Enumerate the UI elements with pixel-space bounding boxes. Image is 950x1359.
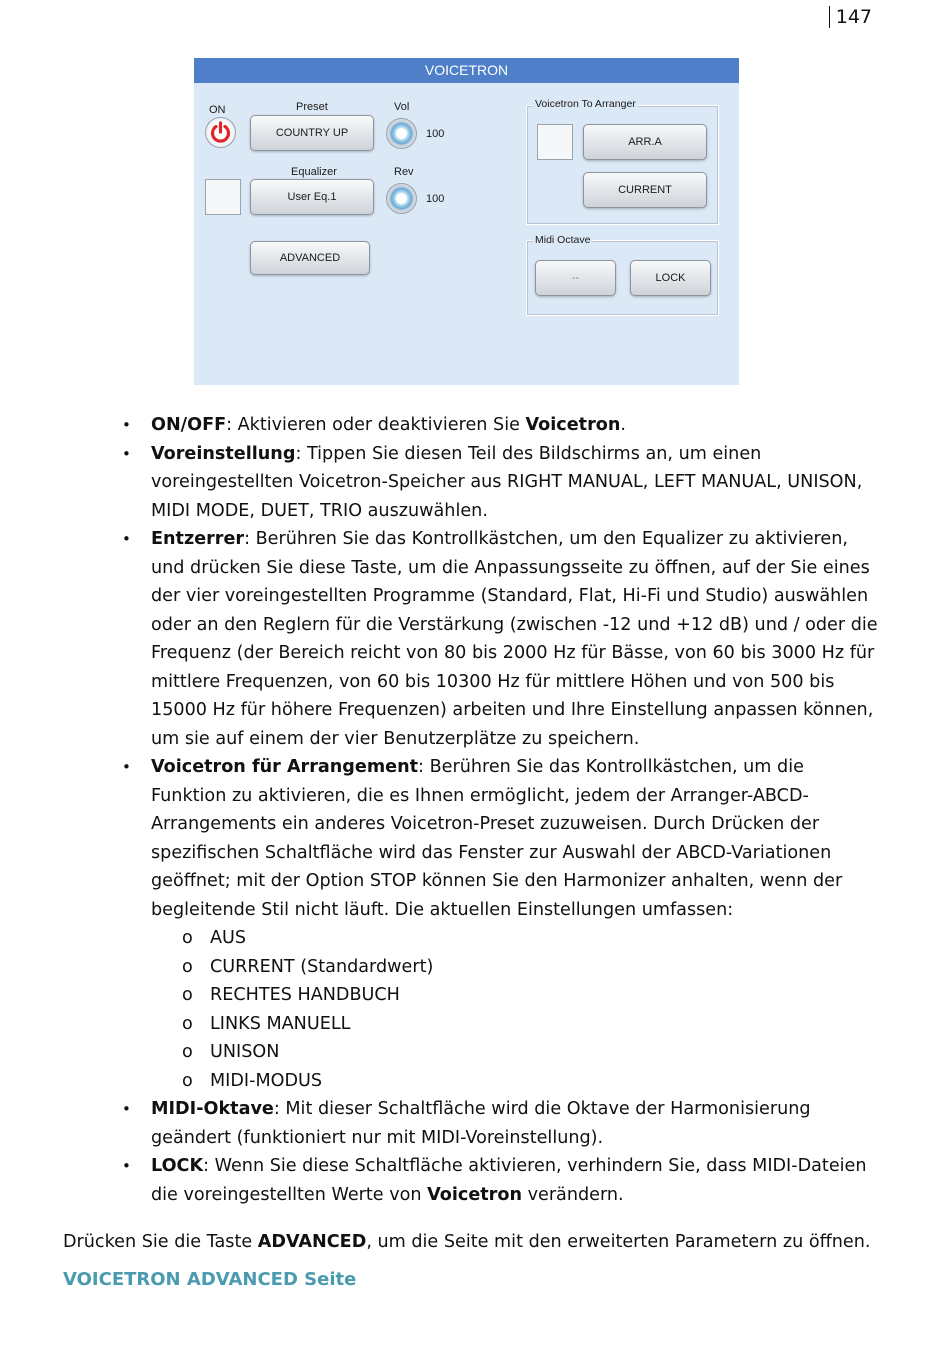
term: Entzerrer (151, 529, 245, 549)
sub-list-item: o UNISON (182, 1042, 280, 1062)
arranger-button[interactable]: ARR.A (583, 124, 707, 160)
equalizer-button[interactable]: User Eq.1 (250, 179, 374, 215)
bullet: • (122, 758, 131, 776)
list-item: • Entzerrer: Berühren Sie das Kontrollkästchen, um den Equalizer zu aktivieren, und drücken Sie diese Taste, um die Anpassungsseite zu öffnen, auf der Sie eines der vier voreingestellten Programme (Standard, Flat, Hi-Fi und Studio) auswählen oder an den Reglern für die Verstärkung (zwischen -12 und +12 dB) und / oder die Frequenz (der Bereich reicht von 80 bis 2000 Hz für Bässe, von 60 bis 3000 Hz für mittlere Frequenzen, von 60 bis 10300 Hz für mittlere Höhen und von 500 bis 15000 Hz für höhere Frequenzen) arbeiten und Ihre Einstellung anpassen können, um sie auf einem der vier Benutzerplätze zu speichern. (122, 525, 882, 753)
preset-button[interactable]: COUNTRY UP (250, 115, 374, 151)
list-item: • LOCK: Wenn Sie diese Schaltfläche aktivieren, verhindern Sie, dass MIDI-Dateien die voreingestellten Werte von Voicetron verändern. (122, 1152, 882, 1209)
midi-octave-button[interactable]: -- (535, 260, 616, 296)
bullet: • (122, 530, 131, 548)
voicetron-panel (194, 58, 739, 385)
sub-list-item: o AUS (182, 928, 247, 948)
sub-list-item: o MIDI-MODUS (182, 1070, 323, 1091)
vol-label: Vol (394, 101, 410, 113)
vol-value: 100 (426, 128, 445, 140)
term: ON/OFF (151, 415, 227, 435)
rev-label: Rev (394, 166, 414, 178)
panel-title: VOICETRON (194, 58, 739, 83)
sub-list-item: o RECHTES HANDBUCH (182, 985, 400, 1005)
bullet: • (122, 1100, 131, 1118)
current-button[interactable]: CURRENT (583, 172, 707, 208)
section-heading: VOICETRON ADVANCED Seite (63, 1269, 357, 1290)
arranger-checkbox[interactable] (537, 124, 573, 160)
sub-list-item: o CURRENT (Standardwert) (182, 956, 434, 977)
bullet: • (122, 1157, 131, 1175)
list-item: • Voicetron für Arrangement: Berühren Sie das Kontrollkästchen, um die Funktion zu aktivieren, die es Ihnen ermöglicht, jedem der Arranger-ABCD-Arrangements ein anderes Voicetron-Preset zuzuweisen. Durch Drücken der spezifischen Schaltfläche wird das Fenster zur Auswahl der ABCD-Variationen geöffnet; mit der Option STOP können Sie den Harmonizer anhalten, wenn der begleitende Stil nicht läuft. Die aktuellen Einstellungen umfassen: o AUS o CURRENT (Standardwert) o RECHTES HANDBUCH o LINKS MANUELL o UNISON o MIDI-MODUS (122, 753, 882, 1095)
equalizer-checkbox[interactable] (205, 179, 241, 215)
power-icon (206, 118, 235, 147)
term: Voreinstellung (151, 443, 296, 464)
list-item: • ON/OFF: Aktivieren oder deaktivieren Sie Voicetron. (122, 411, 882, 440)
rev-value: 100 (426, 193, 445, 205)
rev-knob[interactable] (386, 183, 417, 214)
term: Voicetron für Arrangement (151, 757, 419, 777)
advanced-button[interactable]: ADVANCED (250, 241, 370, 275)
term: MIDI-Oktave (151, 1099, 274, 1119)
closing-paragraph: Drücken Sie die Taste ADVANCED, um die Seite mit den erweiterten Parametern zu öffnen. (63, 1232, 871, 1252)
list-item: • Voreinstellung: Tippen Sie diesen Teil des Bildschirms an, um einen voreingestellten Voicetron-Speicher aus RIGHT MANUAL, LEFT MANUAL, UNISON, MIDI MODE, DUET, TRIO auszuwählen. (122, 440, 882, 526)
bullet: • (122, 444, 131, 463)
sub-list-item: o LINKS MANUELL (182, 1013, 351, 1034)
midi-octave-group-title: Midi Octave (535, 234, 591, 246)
bullet: • (122, 416, 131, 434)
vol-knob[interactable] (386, 118, 417, 149)
arranger-group-title: Voicetron To Arranger (535, 98, 636, 110)
preset-label: Preset (296, 101, 328, 113)
term: LOCK (151, 1156, 204, 1176)
sub-list (151, 924, 882, 1095)
page-number: 147 (829, 6, 872, 28)
lock-button[interactable]: LOCK (630, 260, 711, 296)
power-button[interactable] (205, 117, 236, 148)
list-item: • MIDI-Oktave: Mit dieser Schaltfläche wird die Oktave der Harmonisierung geändert (funktioniert nur mit MIDI-Voreinstellung). (122, 1095, 882, 1152)
on-label: ON (209, 104, 226, 116)
equalizer-label: Equalizer (291, 166, 337, 178)
description-list (122, 411, 882, 1209)
